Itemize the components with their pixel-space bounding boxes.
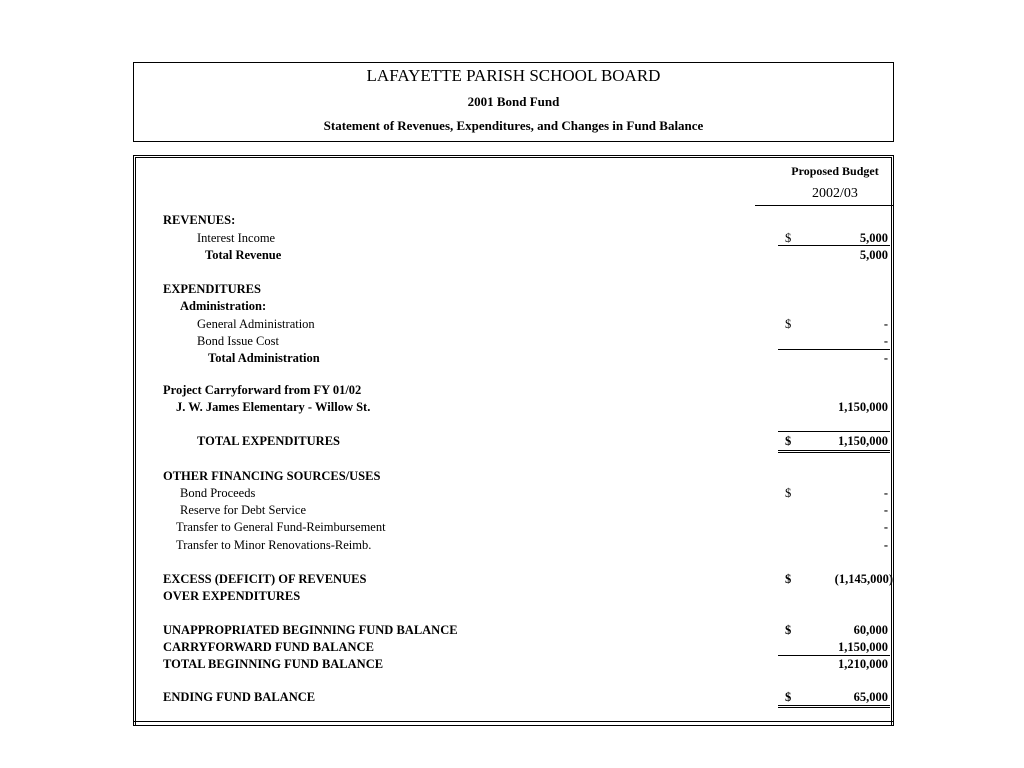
interest-income-currency: $	[785, 231, 792, 245]
transfer-minor-renovations-label: Transfer to Minor Renovations-Reimb.	[176, 538, 372, 552]
total-administration-label: Total Administration	[208, 351, 320, 365]
transfer-minor-renovations-amount: -	[883, 538, 888, 552]
other-financing-heading: OTHER FINANCING SOURCES/USES	[163, 469, 381, 483]
total-expenditures-top-rule	[778, 431, 890, 432]
excess-deficit-label-line2: OVER EXPENDITURES	[163, 589, 301, 603]
transfer-general-fund-amount: -	[883, 520, 888, 534]
bond-issue-cost-amount: -	[883, 334, 888, 348]
carryforward-fund-balance-label: CARRYFORWARD FUND BALANCE	[163, 640, 374, 654]
total-beginning-balance-label: TOTAL BEGINNING FUND BALANCE	[163, 657, 384, 671]
excess-deficit-label-line1: EXCESS (DEFICIT) OF REVENUES	[163, 572, 367, 586]
unappropriated-beginning-balance-label: UNAPPROPRIATED BEGINNING FUND BALANCE	[163, 623, 458, 637]
total-revenue-amount: 5,000	[859, 248, 888, 262]
total-expenditures-amount: 1,150,000	[838, 434, 888, 448]
column-header-rule	[755, 205, 893, 206]
interest-income-amount: 5,000	[859, 231, 888, 245]
bond-proceeds-label: Bond Proceeds	[180, 486, 256, 500]
transfer-general-fund-label: Transfer to General Fund-Reimbursement	[176, 520, 386, 534]
ending-balance-double-rule	[778, 705, 890, 708]
unappropriated-beginning-balance-currency: $	[785, 623, 792, 637]
column-header-year: 2002/03	[812, 186, 858, 201]
total-revenue-label: Total Revenue	[205, 248, 282, 262]
statement-title: Statement of Revenues, Expenditures, and Changes in Fund Balance	[323, 118, 704, 133]
reserve-debt-service-label: Reserve for Debt Service	[180, 503, 306, 517]
bond-issue-cost-label: Bond Issue Cost	[197, 334, 279, 348]
general-administration-amount: -	[883, 317, 888, 331]
expenditures-heading: EXPENDITURES	[163, 282, 261, 296]
ending-fund-balance-label: ENDING FUND BALANCE	[163, 690, 316, 704]
total-expenditures-label: TOTAL EXPENDITURES	[197, 434, 340, 448]
total-administration-amount: -	[883, 351, 888, 365]
excess-deficit-currency: $	[785, 572, 792, 586]
revenue-subtotal-rule	[778, 245, 890, 246]
bond-proceeds-currency: $	[785, 486, 792, 500]
total-expenditures-currency: $	[785, 434, 792, 448]
total-beginning-balance-amount: 1,210,000	[838, 657, 888, 671]
bond-proceeds-amount: -	[883, 486, 888, 500]
general-administration-label: General Administration	[197, 317, 315, 331]
report-title: LAFAYETTE PARISH SCHOOL BOARD	[366, 66, 661, 85]
revenues-heading: REVENUES:	[163, 213, 236, 227]
report-header	[133, 62, 894, 142]
carryforward-fund-balance-amount: 1,150,000	[838, 640, 888, 654]
total-expenditures-double-rule	[778, 450, 890, 453]
general-administration-currency: $	[785, 317, 792, 331]
ending-fund-balance-amount: 65,000	[853, 690, 888, 704]
fund-name: 2001 Bond Fund	[467, 94, 560, 109]
reserve-debt-service-amount: -	[883, 503, 888, 517]
ending-fund-balance-currency: $	[785, 690, 792, 704]
column-header-label: Proposed Budget	[791, 164, 879, 178]
interest-income-label: Interest Income	[197, 231, 276, 245]
project-carryforward-heading: Project Carryforward from FY 01/02	[163, 383, 362, 397]
administration-heading: Administration:	[180, 299, 267, 313]
excess-deficit-amount: (1,145,000)	[834, 572, 893, 586]
james-elementary-amount: 1,150,000	[838, 400, 888, 414]
james-elementary-label: J. W. James Elementary - Willow St.	[176, 400, 371, 414]
unappropriated-beginning-balance-amount: 60,000	[853, 623, 888, 637]
statement-bottom-rule	[133, 721, 894, 726]
